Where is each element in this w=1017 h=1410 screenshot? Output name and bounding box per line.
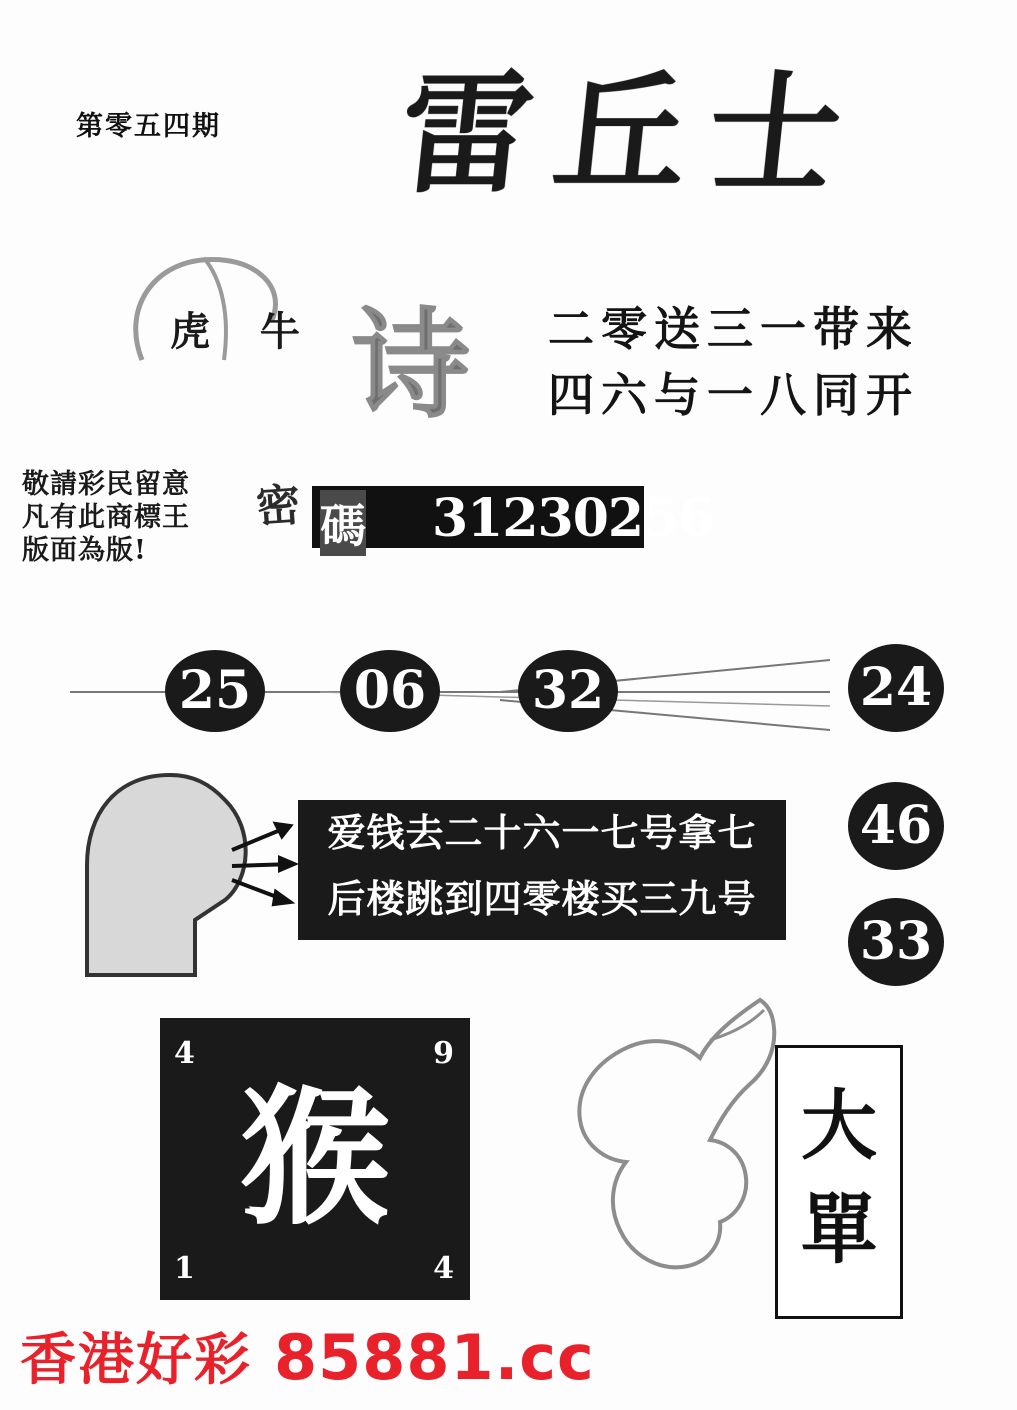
zodiac-hints: 虎 牛 — [170, 308, 318, 355]
zodiac-monkey-box — [160, 1018, 470, 1300]
notice-line-3: 版面為版! — [22, 535, 147, 566]
couplet-line-1: 二零送三一带来 — [548, 302, 919, 356]
ball-3: 32 — [518, 650, 618, 732]
couplet-line-2: 四六与一八同开 — [548, 368, 919, 422]
ball-right-3: 33 — [848, 898, 944, 986]
monkey-corner-top-left: 4 — [174, 1036, 195, 1071]
secret-code-box — [312, 486, 714, 553]
monkey-corner-bottom-left: 1 — [174, 1251, 195, 1286]
ball-2: 06 — [340, 650, 440, 732]
footer-url[interactable]: 85881.cc — [274, 1321, 595, 1394]
arrows-icon — [228, 820, 308, 910]
masthead-title: 雷丘士 — [392, 57, 871, 212]
big-single-char-1: 大 — [801, 1081, 877, 1170]
big-single-char-2: 單 — [801, 1185, 877, 1274]
poem-character: 诗 — [352, 295, 471, 434]
monkey-corner-top-right: 9 — [433, 1036, 454, 1071]
footer — [20, 1316, 595, 1396]
notice-line-1: 敬請彩民留意 — [22, 469, 190, 500]
message-line-1: 爱钱去二十六一七号拿七 — [327, 810, 757, 855]
secret-code-digits: 31230256 — [432, 488, 714, 549]
secret-box-char: 碼 — [320, 490, 366, 556]
monkey-corner-bottom-right: 4 — [433, 1251, 454, 1286]
monkey-glyph: 猴 — [239, 1070, 390, 1246]
notice-line-2: 凡有此商標王 — [22, 502, 190, 533]
ball-right-2: 46 — [848, 782, 944, 870]
message-box — [298, 800, 786, 940]
ball-1: 25 — [165, 650, 265, 732]
big-single-box — [775, 1045, 903, 1319]
message-line-2: 后楼跳到四零楼买三九号 — [327, 876, 757, 921]
dove-icon — [560, 980, 790, 1290]
secret-label: 密 — [254, 479, 303, 534]
issue-label: 第零五四期 — [76, 111, 221, 142]
couplet-block — [548, 296, 919, 428]
footer-site-name: 香港好彩 — [20, 1327, 252, 1393]
ball-right-1: 24 — [848, 644, 944, 732]
